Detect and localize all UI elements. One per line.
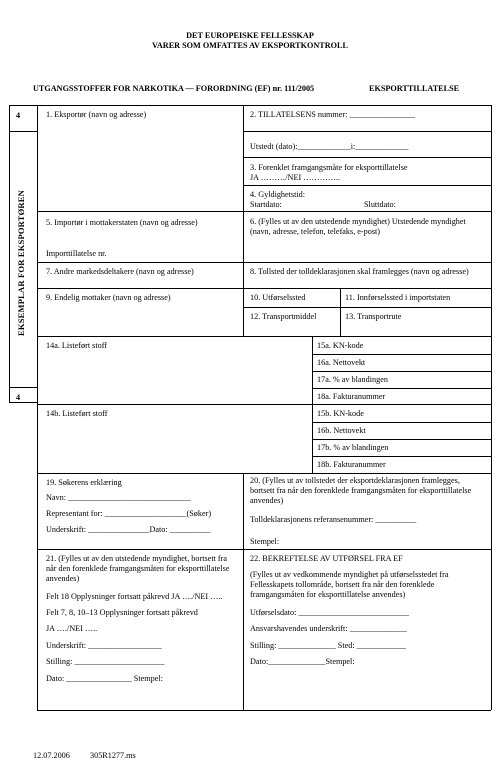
field-5-import-permit[interactable]: Importtillatelse nr.	[46, 249, 107, 258]
field-14b-substance[interactable]: 14b. Listeført stoff	[46, 409, 108, 418]
field-10-exit-point[interactable]: 10. Utførselssted	[250, 293, 306, 302]
field-12-transport[interactable]: 12. Transportmiddel	[250, 312, 317, 321]
line-row21	[37, 549, 491, 550]
line-row12	[243, 307, 491, 308]
field-16b-net-weight[interactable]: 16b. Nettovekt	[317, 426, 366, 435]
line-row19	[37, 473, 491, 474]
copy-number-top: 4	[16, 111, 21, 120]
line-17a	[312, 371, 491, 372]
field-17a-percent[interactable]: 17a. % av blandingen	[317, 375, 388, 384]
field-22-description: (Fylles ut av vedkommende myndighet på utførselsstedet fra Fellesskapets tollområde, bortsett fra når den forenklede framgangsmåten for eksporttillatelse anvendes)	[250, 570, 449, 599]
col-divider-top	[243, 105, 244, 336]
border-left-strip	[9, 105, 10, 402]
field-22-export-date[interactable]: Utførselsdato: ___________________________	[250, 608, 409, 617]
side-label: EKSEMPLAR FOR EKSPORTØREN	[16, 189, 26, 336]
field-22-responsible-signature[interactable]: Ansvarshavendes underskrift: ______________	[250, 624, 407, 633]
field-6-authority[interactable]: 6. (Fylles ut av den utstedende myndighet) Utstedende myndighet (navn, adresse, telefon, telefaks, e-post)	[250, 217, 466, 236]
border-right	[491, 105, 492, 710]
field-11-entry-point[interactable]: 11. Innførselssted i importstaten	[345, 293, 451, 302]
field-21-field7: Felt 7, 8, 10–13 Opplysninger fortsatt påkrevd	[46, 608, 198, 617]
regulation-title: UTGANGSSTOFFER FOR NARKOTIKA — FORORDNING (EF) nr. 111/2005	[33, 84, 315, 93]
line-row5	[37, 211, 491, 212]
footer-date: 12.07.2006	[33, 751, 70, 760]
field-20-reference[interactable]: Tolldeklarasjonens referansenummer: __________	[250, 515, 417, 524]
field-19-signature[interactable]: Underskrift: _______________Dato: __________	[46, 525, 211, 534]
field-19-title: 19. Søkerens erklæring	[46, 478, 122, 487]
field-18b-invoice[interactable]: 18b. Fakturanummer	[317, 460, 386, 469]
field-3-label: 3. Forenklet framgangsmåte for eksporttillatelse	[250, 163, 408, 172]
field-22-date-stamp[interactable]: Dato:______________Stempel:	[250, 657, 355, 666]
line-row14b	[37, 404, 491, 405]
field-21-position[interactable]: Stilling: ______________________	[46, 657, 165, 666]
field-22-title: 22. BEKREFTELSE AV UTFØRSEL FRA EF	[250, 554, 403, 563]
field-16a-net-weight[interactable]: 16a. Nettovekt	[317, 358, 366, 367]
field-3-value[interactable]: JA ………/NEI …………..	[250, 173, 341, 182]
line-18b	[312, 456, 491, 457]
field-2-permit-number[interactable]: 2. TILLATELSENS nummer: ________________	[250, 110, 415, 119]
strip-line-1	[9, 131, 37, 132]
line-row9	[37, 288, 491, 289]
field-17b-percent[interactable]: 17b. % av blandingen	[317, 443, 389, 452]
line-row7	[37, 262, 491, 263]
line-18a	[312, 388, 491, 389]
header-line2: VARER SOM OMFATTES AV EKSPORTKONTROLL	[152, 41, 348, 50]
field-15a-cn-code[interactable]: 15a. KN-kode	[317, 341, 364, 350]
line-16b	[312, 422, 491, 423]
line-f4	[243, 185, 491, 186]
field-21-field18[interactable]: Felt 18 Opplysninger fortsatt påkrevd JA …./NEI …..	[46, 592, 223, 601]
field-14a-substance[interactable]: 14a. Listeført stoff	[46, 341, 108, 350]
border-bottom	[37, 710, 491, 711]
field-20-stamp: Stempel:	[250, 537, 280, 546]
field-21-date-stamp[interactable]: Dato: ________________ Stempel:	[46, 674, 163, 683]
field-15b-cn-code[interactable]: 15b. KN-kode	[317, 409, 364, 418]
line-row14a	[37, 336, 491, 337]
field-22-position-place[interactable]: Stilling: ______________ Sted: ____________	[250, 641, 406, 650]
line-f3	[243, 157, 491, 158]
field-4-label: 4. Gyldighetstid:	[250, 190, 306, 199]
field-21-title: 21. (Fylles ut av den utstedende myndighet, bortsett fra når den forenklede framgangsmåten for eksporttillatelse anvendes)	[46, 554, 230, 583]
field-20-title: 20. (Fylles ut av tollstedet der eksportdeklarasjonen framlegges, bortsett fra når den forenklede framgangsmåten for eksporttillatelse anvendes)	[250, 476, 472, 505]
col-divider-bottom	[243, 473, 244, 710]
field-7-operators[interactable]: 7. Andre markedsdeltakere (navn og adresse)	[46, 267, 194, 276]
field-5-importer[interactable]: 5. Importør i mottakerstaten (navn og adresse)	[46, 218, 198, 227]
border-top	[9, 105, 491, 106]
line-17b	[312, 439, 491, 440]
footer-reference: 305R1277.ms	[90, 751, 136, 760]
field-8-customs-office[interactable]: 8. Tollsted der tolldeklarasjonen skal framlegges (navn og adresse)	[250, 267, 469, 276]
strip-line-2	[9, 387, 37, 388]
field-21-ja-nei[interactable]: JA …./NEI …..	[46, 624, 98, 633]
document-type: EKSPORTTILLATELSE	[369, 84, 460, 93]
field-18a-invoice[interactable]: 18a. Fakturanummer	[317, 392, 386, 401]
field-2-issued[interactable]: Utstedt (dato):_____________i:_____________	[250, 142, 409, 151]
line-f2	[243, 131, 491, 132]
copy-number-bottom: 4	[16, 393, 21, 402]
header-line1: DET EUROPEISKE FELLESSKAP	[186, 31, 314, 40]
border-left	[37, 105, 38, 710]
field-1-exporter[interactable]: 1. Eksportør (navn og adresse)	[46, 110, 147, 119]
field-19-representative[interactable]: Representant for: ____________________(Søker)	[46, 509, 212, 518]
line-16a	[312, 354, 491, 355]
field-4-start[interactable]: Startdato:	[250, 200, 282, 209]
field-19-name[interactable]: Navn: ______________________________	[46, 493, 191, 502]
field-4-end[interactable]: Sluttdato:	[364, 200, 396, 209]
field-9-consignee[interactable]: 9. Endelig mottaker (navn og adresse)	[46, 293, 171, 302]
field-13-route[interactable]: 13. Transportrute	[345, 312, 402, 321]
strip-line-3	[9, 402, 37, 403]
col-divider-10-11	[340, 288, 341, 336]
field-21-signature[interactable]: Underskrift: __________________	[46, 641, 162, 650]
